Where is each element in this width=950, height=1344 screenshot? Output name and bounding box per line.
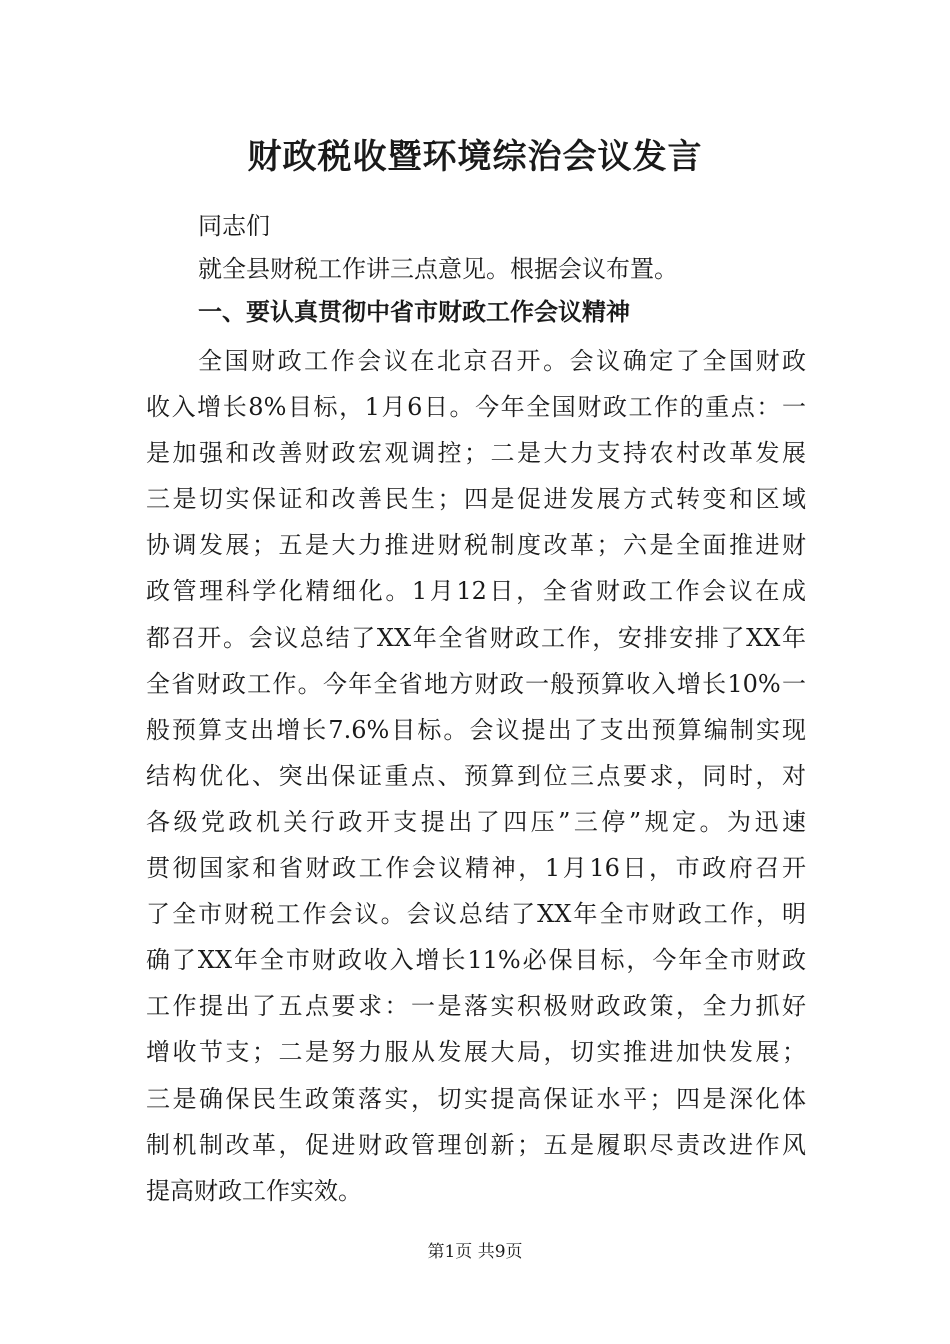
body-line: 了全市财税工作会议。会议总结了XX年全市财政工作，明 xyxy=(146,900,806,929)
page-footer: 第1页 共9页 xyxy=(427,1242,523,1262)
section-heading: 一、要认真贯彻中省市财政工作会议精神 xyxy=(198,297,630,326)
body-line: 三是确保民生政策落实，切实提高保证水平；四是深化体 xyxy=(146,1084,806,1113)
body-line: 工作提出了五点要求：一是落实积极财政政策，全力抓好 xyxy=(146,992,806,1021)
body-line: 般预算支出增长7.6%目标。会议提出了支出预算编制实现 xyxy=(146,715,806,744)
salutation: 同志们 xyxy=(198,212,270,240)
body-line: 制机制改革，促进财政管理创新；五是履职尽责改进作风 xyxy=(146,1130,806,1159)
body-line: 都召开。会议总结了XX年全省财政工作，安排安排了XX年 xyxy=(146,623,806,652)
body-line: 收入增长8%目标，1月6日。今年全国财政工作的重点：一 xyxy=(146,393,806,422)
body-line: 全国财政工作会议在北京召开。会议确定了全国财政 xyxy=(198,347,806,375)
body-line: 三是切实保证和改善民生；四是促进发展方式转变和区域 xyxy=(146,485,806,514)
body-line: 贯彻国家和省财政工作会议精神，1月16日，市政府召开 xyxy=(146,854,806,883)
body-line: 提高财政工作实效。 xyxy=(146,1176,362,1205)
body-line: 增收节支；二是努力服从发展大局，切实推进加快发展； xyxy=(146,1038,806,1067)
body-line: 是加强和改善财政宏观调控；二是大力支持农村改革发展 xyxy=(146,439,806,468)
body-paragraph xyxy=(146,338,806,1214)
body-line: 确了XX年全市财政收入增长11%必保目标，今年全市财政 xyxy=(146,946,806,975)
body-line: 政管理科学化精细化。1月12日，全省财政工作会议在成 xyxy=(146,577,806,606)
body-line: 各级党政机关行政开支提出了四压”三停”规定。为迅速 xyxy=(146,807,806,836)
body-line: 协调发展；五是大力推进财税制度改革；六是全面推进财 xyxy=(146,531,806,560)
body-line: 结构优化、突出保证重点、预算到位三点要求，同时，对 xyxy=(146,761,806,790)
intro-paragraph: 就全县财税工作讲三点意见。根据会议布置。 xyxy=(198,255,678,283)
document-title: 财政税收暨环境综治会议发言 xyxy=(247,137,703,177)
body-line: 全省财政工作。今年全省地方财政一般预算收入增长10%一 xyxy=(146,669,806,698)
